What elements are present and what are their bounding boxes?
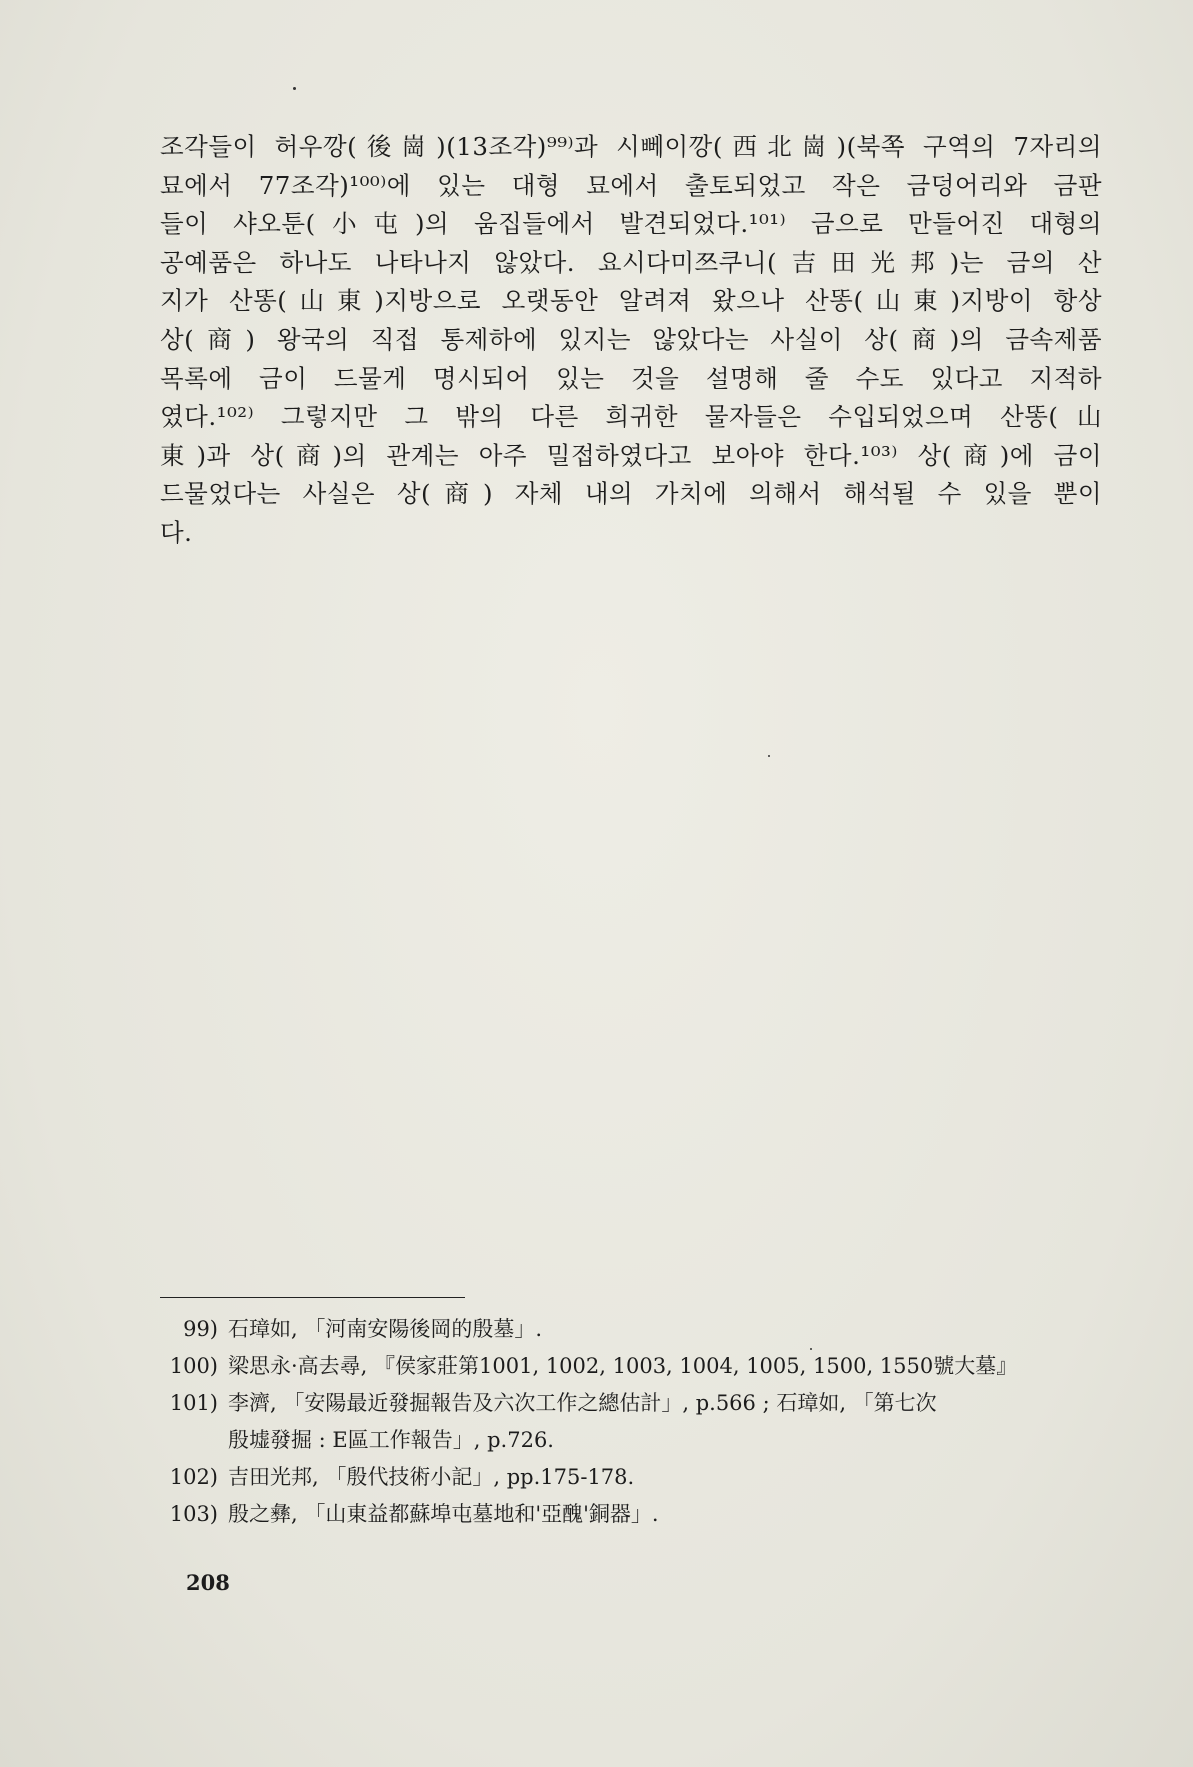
footnote-99 (160, 1311, 1102, 1348)
body-line: 지가 산똥(山東)지방으로 오랫동안 알려져 왔으나 산똥(山東)지방이 항상 (160, 286, 1102, 316)
body-line: 상(商) 왕국의 직접 통제하에 있지는 않았다는 사실이 상(商)의 금속제품 (160, 324, 1102, 354)
footnote-number: 100) (169, 1354, 218, 1378)
body-line: 드물었다는 사실은 상(商) 자체 내의 가치에 의해서 해석될 수 있을 뿐이 (160, 479, 1102, 509)
footnote-100 (160, 1348, 1102, 1385)
body-paragraph (160, 128, 1102, 553)
body-line: 들이 샤오툰(小屯)의 움집들에서 발견되었다.¹⁰¹⁾ 금으로 만들어진 대형의 (160, 209, 1102, 239)
footnote-divider (160, 1297, 465, 1298)
footnote-103 (160, 1496, 1102, 1533)
footnote-text: 梁思永·高去尋, 『侯家莊第1001, 1002, 1003, 1004, 1005, 1500, 1550號大墓』 (228, 1354, 1018, 1378)
page-number: 208 (186, 1570, 230, 1595)
footnote-101 (160, 1385, 1102, 1459)
footnote-102 (160, 1459, 1102, 1496)
body-line: 목록에 금이 드물게 명시되어 있는 것을 설명해 줄 수도 있다고 지적하 (160, 363, 1102, 393)
body-line: 묘에서 77조각)¹⁰⁰⁾에 있는 대형 묘에서 출토되었고 작은 금덩어리와 금판 (160, 170, 1102, 200)
footnotes (160, 1311, 1102, 1533)
footnote-number: 101) (169, 1391, 218, 1415)
ink-speck (293, 87, 296, 90)
footnote-number: 102) (169, 1465, 218, 1489)
footnote-text: 李濟, 「安陽最近發掘報告及六次工作之總估計」, p.566 ; 石璋如, 「第七次 (228, 1391, 937, 1415)
footnote-text: 殷之彝, 「山東益都蘇埠屯墓地和'亞醜'銅器」. (228, 1502, 659, 1526)
footnote-text: 石璋如, 「河南安陽後岡的殷墓」. (228, 1317, 543, 1341)
body-line: 조각들이 허우깡(後崗)(13조각)⁹⁹⁾과 시뻬이깡(西北崗)(북쪽 구역의 7자리의 (160, 132, 1102, 161)
body-line: 였다.¹⁰²⁾ 그렇지만 그 밖의 다른 희귀한 물자들은 수입되었으며 산똥(山 (160, 402, 1102, 432)
footnote-text-continued: 殷墟發掘 : E區工作報告」, p.726. (228, 1428, 554, 1452)
body-line: 東)과 상(商)의 관계는 아주 밀접하였다고 보아야 한다.¹⁰³⁾ 상(商)에 금이 (160, 440, 1102, 470)
footnote-text: 吉田光邦, 「殷代技術小記」, pp.175-178. (228, 1465, 635, 1489)
footnote-number: 103) (169, 1502, 218, 1526)
ink-speck (768, 755, 770, 757)
body-line: 공예품은 하나도 나타나지 않았다. 요시다미쯔쿠니(吉田光邦)는 금의 산 (160, 247, 1102, 277)
body-line: 다. (160, 517, 193, 547)
footnote-number: 99) (183, 1317, 218, 1341)
